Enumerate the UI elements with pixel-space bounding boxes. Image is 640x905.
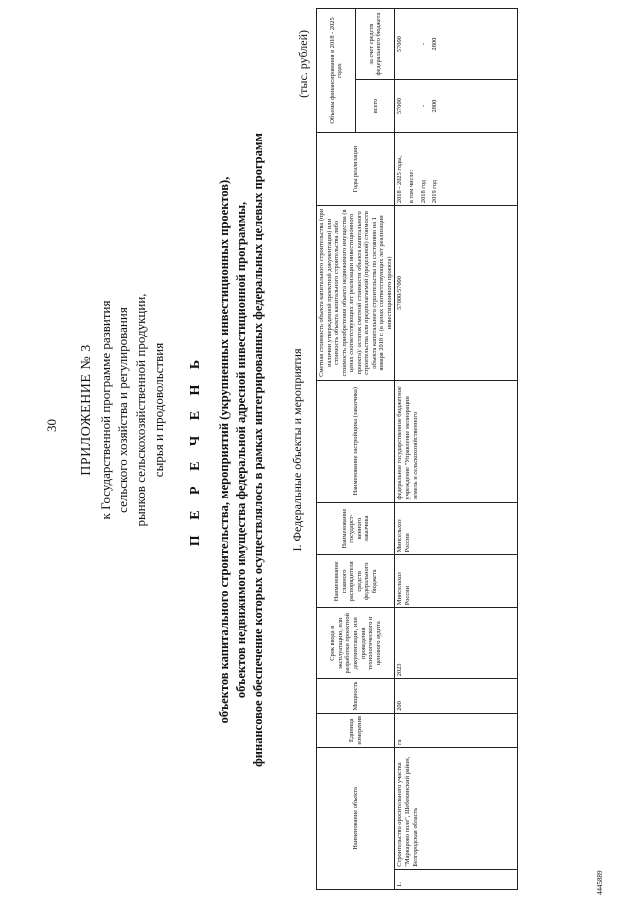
total-value: - — [419, 105, 427, 108]
heading-line: финансовое обеспечение которых осуществлялось в рамках интегрированных федеральных целевых программ — [250, 133, 265, 767]
row-federal — [395, 9, 518, 80]
years-value: 2019 год — [431, 179, 439, 204]
total-value: 57000 — [396, 98, 404, 115]
years-value: 2018 год — [419, 179, 427, 204]
row-customer: Минсельхоз России — [395, 502, 518, 555]
row-years — [395, 132, 518, 205]
row-number: 1. — [395, 869, 518, 889]
header-estimate: Сметная стоимость объекта капитального строительства (при наличии утвержденной проектной документации) или стоимость объекта капитального строительства либо стоимость приобретения объекта недвижимого имущества (в ценах соответствующих лет реализации инвестиционного проекта)/ остаток сметной стоимости объекта капитального строительства или предполагаемой (предельной) стоимости объекта капитального строительства по состоянию на 1 января 2018 г. (в ценах соответствующих лет реализации инвестиционного проекта) — [317, 206, 395, 381]
federal-value — [408, 11, 416, 77]
table-row — [395, 9, 518, 890]
federal-value: 57000 — [396, 36, 404, 53]
appendix-block — [78, 250, 167, 570]
header-funding: Объемы финансирования в 2018 - 2025 годах — [317, 9, 356, 133]
appendix-line: сырья и продовольствия — [150, 342, 166, 478]
years-value: в том числе: — [408, 169, 416, 204]
appendix-line: сельского хозяйства и регулирования — [115, 307, 131, 513]
header-federal: за счет средств федерального бюджета — [356, 9, 395, 80]
header-main-manager: Наименование главного распорядителя средств федерального бюджета — [317, 555, 395, 608]
federal-value: 2800 — [431, 37, 439, 51]
appendix-line: к Государственной программе развития — [97, 300, 113, 520]
units-label: (тыс. рублей) — [296, 30, 310, 98]
row-developer: федеральное государственное бюджетное учреждение "Управление мелиорации земель и сельскохозяйственного — [395, 380, 518, 502]
total-value — [408, 82, 416, 130]
table-header-row — [317, 9, 356, 890]
total-value: 2800 — [431, 99, 439, 113]
heading-title: П Е Р Е Ч Е Н Ь — [188, 353, 203, 547]
header-customer: Наименование государст- венного заказчика — [317, 502, 395, 555]
header-total: всего — [356, 80, 395, 133]
years-value: 2018 - 2025 годы, — [396, 155, 404, 204]
row-estimate: 57000/57000 — [395, 206, 518, 381]
header-deadline: Срок ввода в эксплуатацию, или разработки проектной документации, или проведения технологического и ценового аудита — [317, 608, 395, 679]
header-capacity: Мощность — [317, 679, 395, 713]
document-code: 4445889 — [596, 870, 604, 895]
row-total — [395, 80, 518, 133]
header-years: Годы реализации — [317, 132, 395, 205]
heading-line: объектов капитального строительства, мероприятий (укрупненных инвестиционных проектов), — [217, 176, 231, 724]
appendix-line: рынков сельскохозяйственной продукции, — [132, 293, 148, 527]
heading-line: объектов недвижимого имущества федеральной адресной инвестиционной программы, — [233, 201, 248, 699]
section-title: I. Федеральные объекты и мероприятия — [290, 348, 304, 552]
row-unit: га — [395, 713, 518, 747]
header-name: Наименование объекта — [317, 747, 395, 889]
objects-table — [316, 8, 518, 890]
header-unit: Единица измерения — [317, 713, 395, 747]
document-heading — [188, 0, 267, 900]
row-capacity: 200 — [395, 679, 518, 713]
header-developer: Наименование застройщика (заказчика) — [317, 380, 395, 502]
page-number: 30 — [44, 419, 59, 432]
row-name: Строительство оросительного участка "Маркарово поле", Шебекинский район, Белгородская область — [395, 747, 518, 869]
row-main-manager: Минсельхоз России — [395, 555, 518, 608]
row-deadline: 2023 — [395, 608, 518, 679]
appendix-title: ПРИЛОЖЕНИЕ № 3 — [79, 344, 94, 476]
federal-value: - — [419, 43, 427, 46]
